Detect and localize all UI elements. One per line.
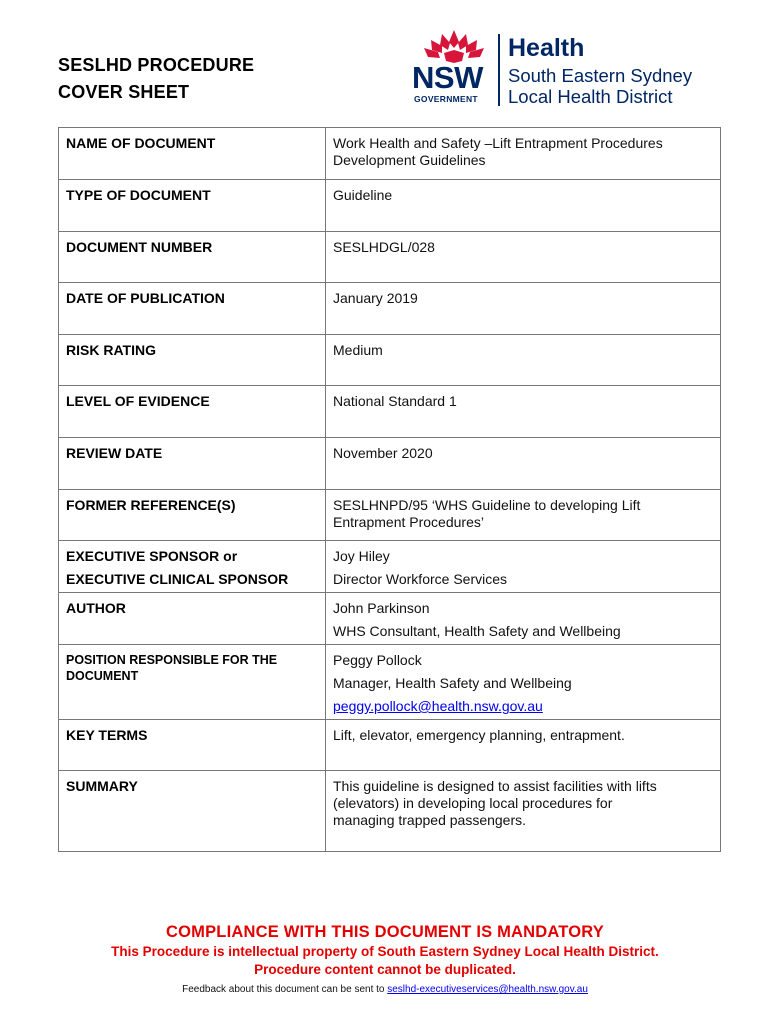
document-title [58,52,254,106]
district-line-1: South Eastern Sydney [508,65,693,86]
row-value: Peggy Pollock Manager, Health Safety and Wellbeing peggy.pollock@health.nsw.gov.au [326,645,721,720]
row-value: SESLHDGL/028 [326,232,721,283]
row-label: LEVEL OF EVIDENCE [59,386,326,438]
row-value: Work Health and Safety –Lift Entrapment Procedures Development Guidelines [326,128,721,180]
ip-line-1: This Procedure is intellectual property of South Eastern Sydney Local Health District. [111,944,659,959]
district-name [508,65,692,107]
row-key-terms [59,720,721,771]
row-risk-rating [59,335,721,386]
feedback-line [0,984,770,995]
row-review-date [59,438,721,490]
row-value: SESLHNPD/95 ‘WHS Guideline to developing Lift Entrapment Procedures’ [326,490,721,541]
row-label: NAME OF DOCUMENT [59,128,326,180]
title-line-1: SESLHD PROCEDURE [58,55,255,75]
row-label: POSITION RESPONSIBLE FOR THE DOCUMENT [59,645,326,720]
row-label: AUTHOR [59,593,326,645]
row-label: REVIEW DATE [59,438,326,490]
nsw-health-logo [410,28,730,108]
government-label: GOVERNMENT [414,94,478,104]
row-name-of-document [59,128,721,180]
row-value: Guideline [326,180,721,232]
row-executive-sponsor [59,541,721,593]
title-line-2: COVER SHEET [58,82,190,102]
row-label: TYPE OF DOCUMENT [59,180,326,232]
row-label: DOCUMENT NUMBER [59,232,326,283]
row-label: EXECUTIVE SPONSOR or EXECUTIVE CLINICAL SPONSOR [59,541,326,593]
row-value: John Parkinson WHS Consultant, Health Safety and Wellbeing [326,593,721,645]
ip-line-2: Procedure content cannot be duplicated. [254,962,516,977]
feedback-text: Feedback about this document can be sent to [182,984,388,995]
row-label: DATE OF PUBLICATION [59,283,326,335]
row-position-responsible [59,645,721,720]
row-document-number [59,232,721,283]
row-value: January 2019 [326,283,721,335]
row-summary [59,771,721,852]
row-date-of-publication [59,283,721,335]
row-author [59,593,721,645]
feedback-email-link[interactable]: seslhd-executiveservices@health.nsw.gov.au [387,984,588,995]
logo-divider [498,34,500,106]
row-label: KEY TERMS [59,720,326,771]
row-former-references [59,490,721,541]
district-line-2: Local Health District [508,86,673,107]
row-value: This guideline is designed to assist facilities with lifts (elevators) in developing local procedures for managing trapped passengers. [326,771,721,852]
waratah-flower-icon [418,28,490,64]
row-value: National Standard 1 [326,386,721,438]
intellectual-property-notice [0,943,770,979]
row-label: FORMER REFERENCE(S) [59,490,326,541]
row-level-of-evidence [59,386,721,438]
nsw-wordmark: NSW [412,60,483,95]
row-type-of-document [59,180,721,232]
row-value: Joy Hiley Director Workforce Services [326,541,721,593]
row-label: RISK RATING [59,335,326,386]
health-wordmark: Health [508,34,585,62]
row-value: November 2020 [326,438,721,490]
contact-email-link[interactable]: peggy.pollock@health.nsw.gov.au [333,698,543,714]
mandatory-notice: COMPLIANCE WITH THIS DOCUMENT IS MANDATORY [166,923,604,941]
row-value: Medium [326,335,721,386]
row-value: Lift, elevator, emergency planning, entrapment. [326,720,721,771]
cover-sheet-table [58,127,721,852]
row-label: SUMMARY [59,771,326,852]
